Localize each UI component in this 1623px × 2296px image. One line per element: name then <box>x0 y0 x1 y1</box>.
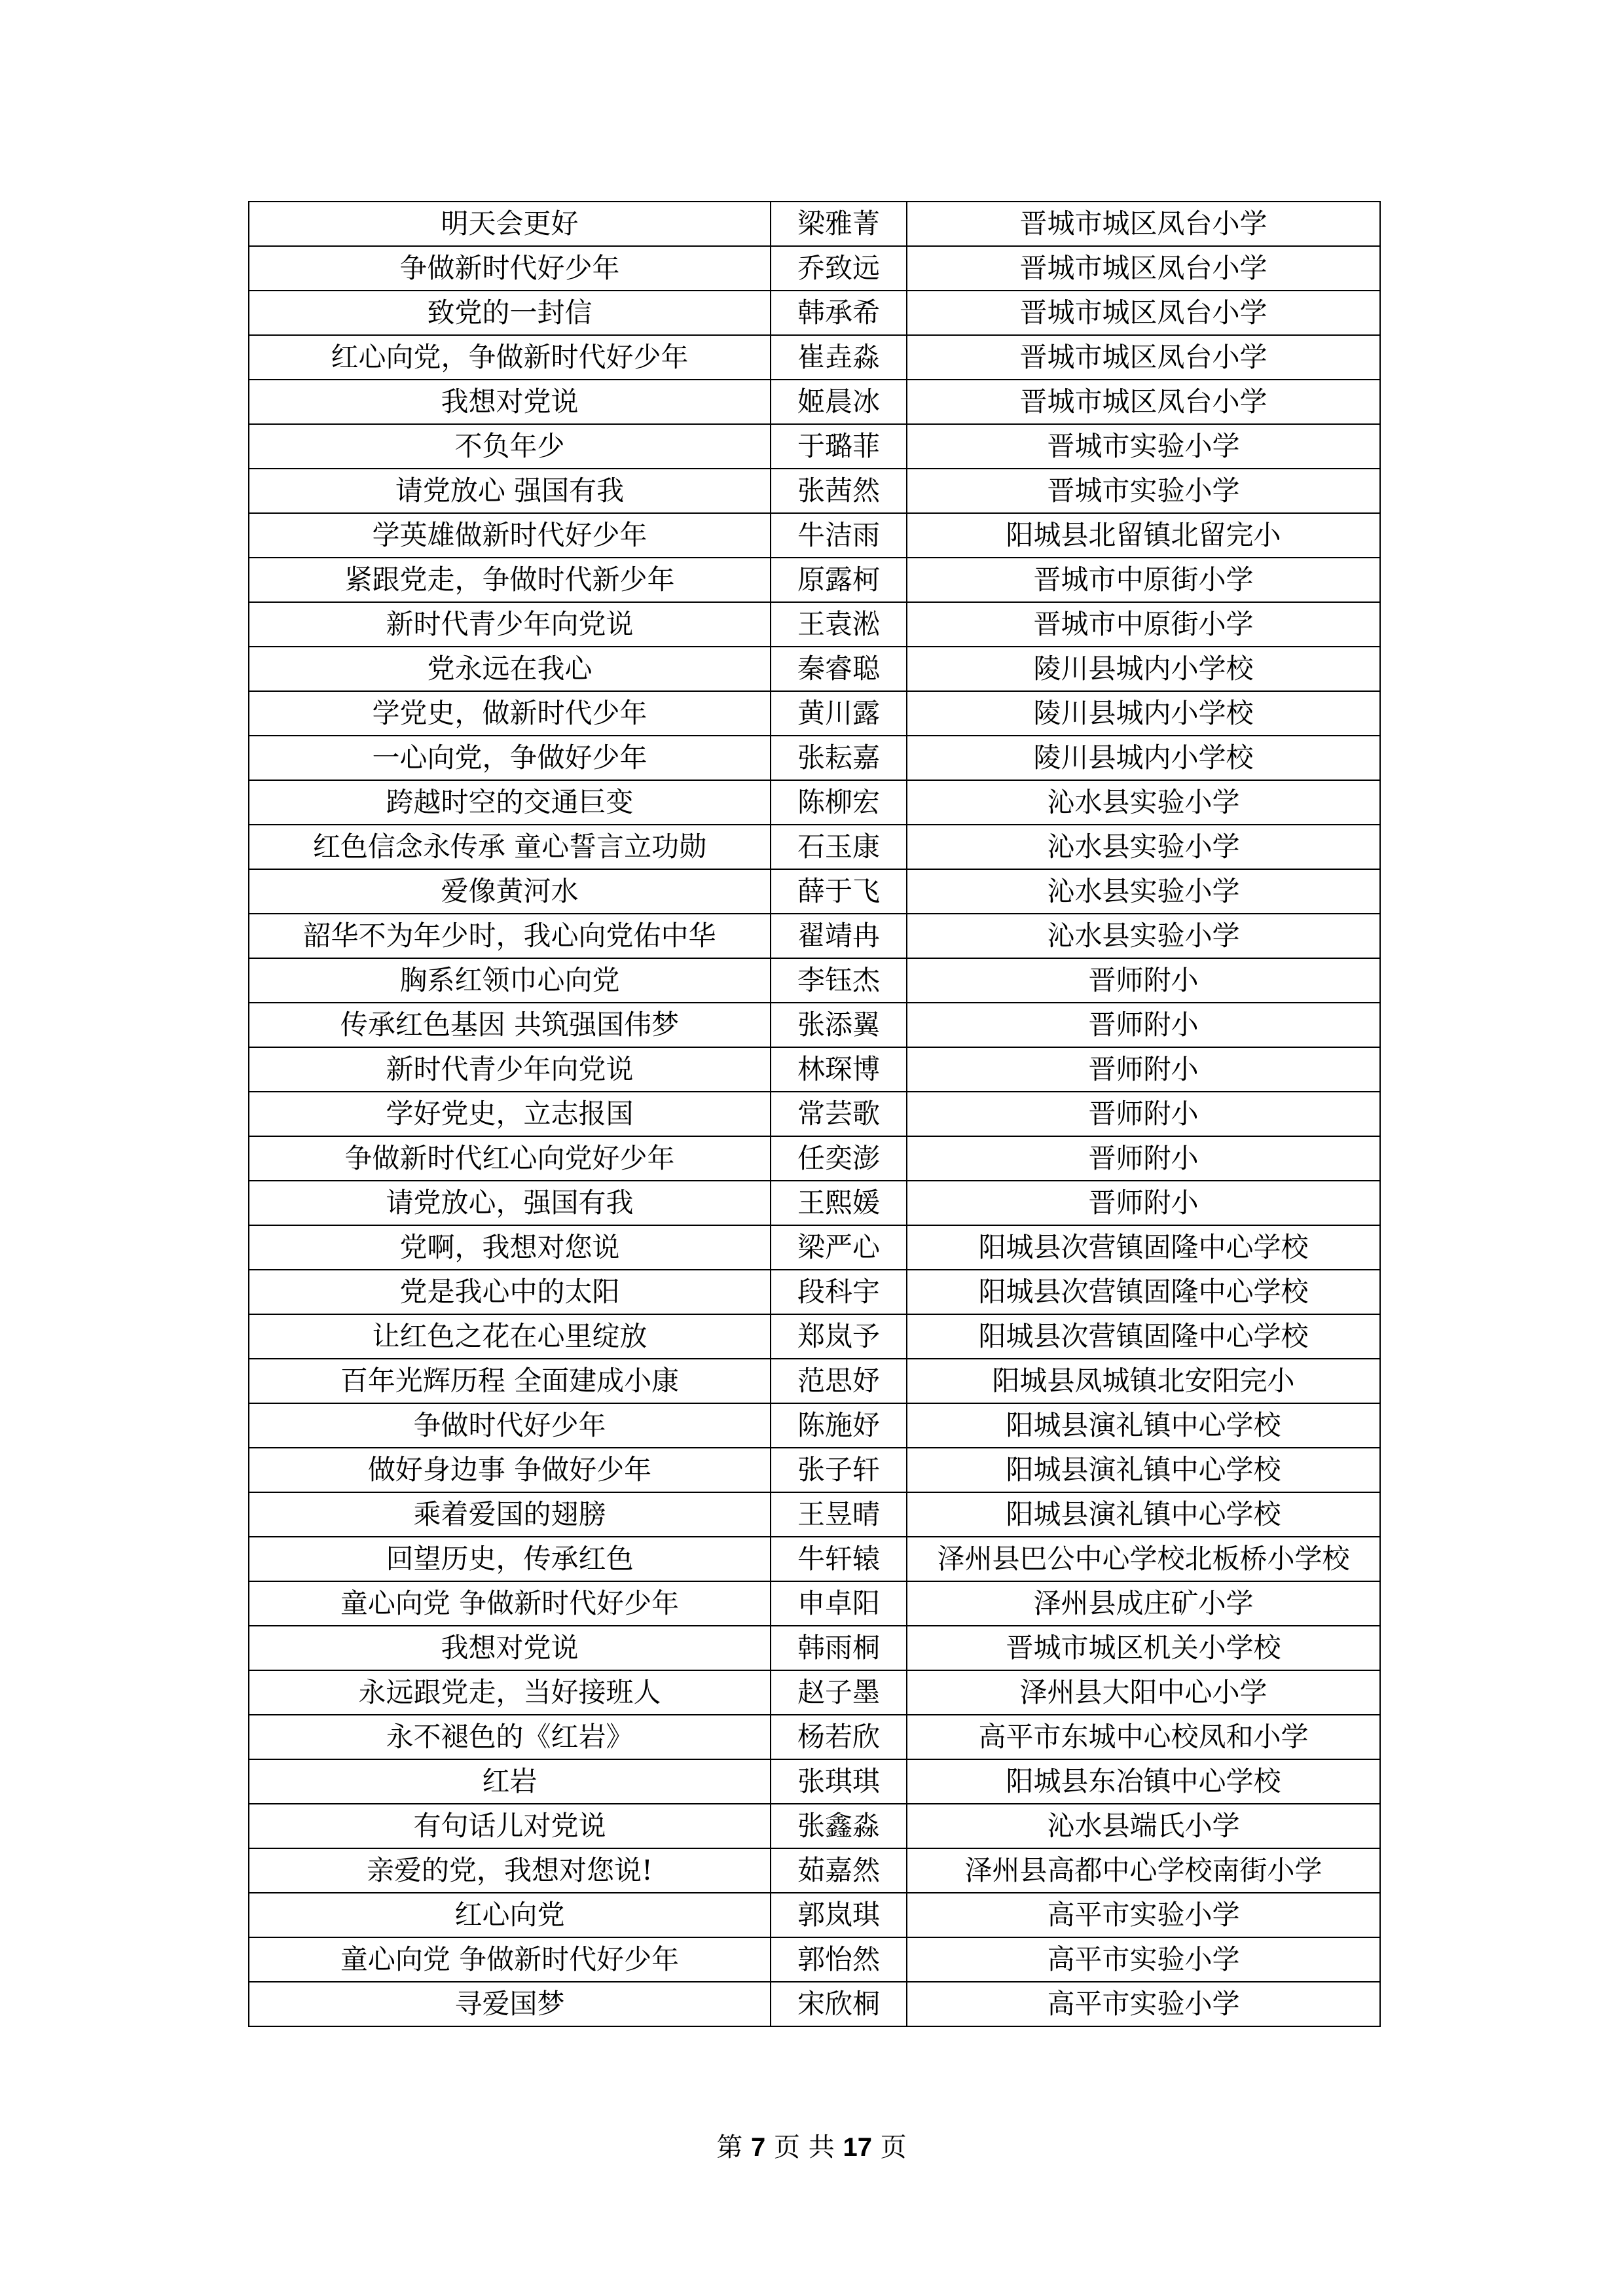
school-cell: 晋城市中原街小学 <box>907 558 1380 602</box>
school-cell: 晋城市实验小学 <box>907 424 1380 469</box>
footer-prefix: 第 <box>716 2132 743 2162</box>
table-row <box>249 1270 1380 1314</box>
work-title-cell: 新时代青少年向党说 <box>249 602 771 647</box>
school-cell: 阳城县北留镇北留完小 <box>907 513 1380 558</box>
table-row <box>249 1047 1380 1092</box>
school-cell: 陵川县城内小学校 <box>907 647 1380 691</box>
school-cell: 晋师附小 <box>907 1047 1380 1092</box>
table-row <box>249 469 1380 513</box>
work-title-cell: 党是我心中的太阳 <box>249 1270 771 1314</box>
author-cell: 茹嘉然 <box>771 1848 907 1893</box>
table-row <box>249 1937 1380 1982</box>
work-title-cell: 新时代青少年向党说 <box>249 1047 771 1092</box>
work-title-cell: 一心向党，争做好少年 <box>249 736 771 780</box>
school-cell: 阳城县演礼镇中心学校 <box>907 1403 1380 1448</box>
author-cell: 李钰杰 <box>771 958 907 1003</box>
work-title-cell: 爱像黄河水 <box>249 869 771 914</box>
footer-middle: 页 共 <box>774 2132 835 2162</box>
school-cell: 阳城县次营镇固隆中心学校 <box>907 1270 1380 1314</box>
table-row <box>249 869 1380 914</box>
author-cell: 林琛博 <box>771 1047 907 1092</box>
school-cell: 晋师附小 <box>907 1136 1380 1181</box>
work-title-cell: 请党放心 强国有我 <box>249 469 771 513</box>
work-title-cell: 争做新时代好少年 <box>249 246 771 291</box>
school-cell: 泽州县大阳中心小学 <box>907 1670 1380 1715</box>
work-title-cell: 红岩 <box>249 1759 771 1804</box>
author-cell: 姬晨冰 <box>771 380 907 424</box>
table-row <box>249 1314 1380 1359</box>
current-page-number: 7 <box>751 2133 766 2162</box>
school-cell: 高平市东城中心校凤和小学 <box>907 1715 1380 1759</box>
author-cell: 宋欣桐 <box>771 1982 907 2026</box>
table-row <box>249 1181 1380 1225</box>
school-cell: 陵川县城内小学校 <box>907 736 1380 780</box>
author-cell: 王袁淞 <box>771 602 907 647</box>
table-row <box>249 424 1380 469</box>
author-cell: 韩雨桐 <box>771 1626 907 1670</box>
school-cell: 沁水县实验小学 <box>907 780 1380 825</box>
author-cell: 郭怡然 <box>771 1937 907 1982</box>
school-cell: 高平市实验小学 <box>907 1893 1380 1937</box>
author-cell: 翟靖冉 <box>771 914 907 958</box>
table-row <box>249 1359 1380 1403</box>
school-cell: 晋城市中原街小学 <box>907 602 1380 647</box>
author-cell: 张子轩 <box>771 1448 907 1492</box>
work-title-cell: 争做新时代红心向党好少年 <box>249 1136 771 1181</box>
work-title-cell: 童心向党 争做新时代好少年 <box>249 1581 771 1626</box>
author-cell: 于璐菲 <box>771 424 907 469</box>
table-row <box>249 914 1380 958</box>
table-row <box>249 1804 1380 1848</box>
table-row <box>249 1848 1380 1893</box>
school-cell: 阳城县演礼镇中心学校 <box>907 1492 1380 1537</box>
work-title-cell: 寻爱国梦 <box>249 1982 771 2026</box>
author-cell: 申卓阳 <box>771 1581 907 1626</box>
school-cell: 晋城市城区机关小学校 <box>907 1626 1380 1670</box>
table-row <box>249 1136 1380 1181</box>
footer-suffix: 页 <box>880 2132 907 2162</box>
table-row <box>249 1581 1380 1626</box>
author-cell: 张耘嘉 <box>771 736 907 780</box>
table-row <box>249 1537 1380 1581</box>
work-title-cell: 我想对党说 <box>249 380 771 424</box>
table-row <box>249 202 1380 246</box>
award-list-table <box>248 201 1381 2027</box>
school-cell: 晋城市城区凤台小学 <box>907 380 1380 424</box>
total-page-count: 17 <box>843 2133 872 2162</box>
school-cell: 沁水县实验小学 <box>907 914 1380 958</box>
work-title-cell: 学党史，做新时代少年 <box>249 691 771 736</box>
table-row <box>249 335 1380 380</box>
table-row <box>249 825 1380 869</box>
work-title-cell: 百年光辉历程 全面建成小康 <box>249 1359 771 1403</box>
work-title-cell: 党永远在我心 <box>249 647 771 691</box>
school-cell: 阳城县凤城镇北安阳完小 <box>907 1359 1380 1403</box>
author-cell: 梁雅菁 <box>771 202 907 246</box>
work-title-cell: 红色信念永传承 童心誓言立功勋 <box>249 825 771 869</box>
table-row <box>249 1403 1380 1448</box>
school-cell: 晋城市实验小学 <box>907 469 1380 513</box>
school-cell: 泽州县高都中心学校南街小学 <box>907 1848 1380 1893</box>
table-row <box>249 380 1380 424</box>
school-cell: 阳城县次营镇固隆中心学校 <box>907 1225 1380 1270</box>
author-cell: 段科宇 <box>771 1270 907 1314</box>
school-cell: 晋师附小 <box>907 1181 1380 1225</box>
work-title-cell: 学英雄做新时代好少年 <box>249 513 771 558</box>
work-title-cell: 学好党史，立志报国 <box>249 1092 771 1136</box>
author-cell: 张琪琪 <box>771 1759 907 1804</box>
work-title-cell: 回望历史，传承红色 <box>249 1537 771 1581</box>
work-title-cell: 我想对党说 <box>249 1626 771 1670</box>
table-row <box>249 1759 1380 1804</box>
table-row <box>249 1670 1380 1715</box>
work-title-cell: 做好身边事 争做好少年 <box>249 1448 771 1492</box>
table-row <box>249 1893 1380 1937</box>
school-cell: 晋城市城区凤台小学 <box>907 335 1380 380</box>
author-cell: 乔致远 <box>771 246 907 291</box>
work-title-cell: 请党放心，强国有我 <box>249 1181 771 1225</box>
table-row <box>249 691 1380 736</box>
page-footer <box>0 2129 1623 2166</box>
work-title-cell: 永远跟党走，当好接班人 <box>249 1670 771 1715</box>
table-row <box>249 1982 1380 2026</box>
author-cell: 牛洁雨 <box>771 513 907 558</box>
work-title-cell: 红心向党 <box>249 1893 771 1937</box>
school-cell: 阳城县演礼镇中心学校 <box>907 1448 1380 1492</box>
work-title-cell: 争做时代好少年 <box>249 1403 771 1448</box>
work-title-cell: 党啊，我想对您说 <box>249 1225 771 1270</box>
author-cell: 原露柯 <box>771 558 907 602</box>
table-row <box>249 513 1380 558</box>
school-cell: 陵川县城内小学校 <box>907 691 1380 736</box>
author-cell: 韩承希 <box>771 291 907 335</box>
author-cell: 王熙媛 <box>771 1181 907 1225</box>
work-title-cell: 跨越时空的交通巨变 <box>249 780 771 825</box>
school-cell: 晋师附小 <box>907 1092 1380 1136</box>
author-cell: 常芸歌 <box>771 1092 907 1136</box>
table-row <box>249 1225 1380 1270</box>
table-row <box>249 558 1380 602</box>
work-title-cell: 乘着爱国的翅膀 <box>249 1492 771 1537</box>
work-title-cell: 有句话儿对党说 <box>249 1804 771 1848</box>
table-row <box>249 736 1380 780</box>
author-cell: 张添翼 <box>771 1003 907 1047</box>
table-row <box>249 1448 1380 1492</box>
table-row <box>249 1492 1380 1537</box>
table-row <box>249 1715 1380 1759</box>
author-cell: 崔垚淼 <box>771 335 907 380</box>
author-cell: 王昱晴 <box>771 1492 907 1537</box>
work-title-cell: 童心向党 争做新时代好少年 <box>249 1937 771 1982</box>
author-cell: 郭岚琪 <box>771 1893 907 1937</box>
school-cell: 高平市实验小学 <box>907 1982 1380 2026</box>
author-cell: 薛于飞 <box>771 869 907 914</box>
author-cell: 陈柳宏 <box>771 780 907 825</box>
school-cell: 晋师附小 <box>907 958 1380 1003</box>
author-cell: 张茜然 <box>771 469 907 513</box>
table-row <box>249 780 1380 825</box>
author-cell: 赵子墨 <box>771 1670 907 1715</box>
author-cell: 范思妤 <box>771 1359 907 1403</box>
school-cell: 晋城市城区凤台小学 <box>907 291 1380 335</box>
author-cell: 张鑫淼 <box>771 1804 907 1848</box>
work-title-cell: 不负年少 <box>249 424 771 469</box>
work-title-cell: 胸系红领巾心向党 <box>249 958 771 1003</box>
table-row <box>249 602 1380 647</box>
work-title-cell: 永不褪色的《红岩》 <box>249 1715 771 1759</box>
work-title-cell: 明天会更好 <box>249 202 771 246</box>
school-cell: 晋城市城区凤台小学 <box>907 202 1380 246</box>
award-list-body <box>249 202 1380 2026</box>
table-row <box>249 1626 1380 1670</box>
author-cell: 梁严心 <box>771 1225 907 1270</box>
school-cell: 沁水县实验小学 <box>907 825 1380 869</box>
author-cell: 石玉康 <box>771 825 907 869</box>
school-cell: 晋城市城区凤台小学 <box>907 246 1380 291</box>
author-cell: 秦睿聪 <box>771 647 907 691</box>
school-cell: 晋师附小 <box>907 1003 1380 1047</box>
table-row <box>249 1092 1380 1136</box>
table-row <box>249 291 1380 335</box>
author-cell: 任奕澎 <box>771 1136 907 1181</box>
work-title-cell: 韶华不为年少时，我心向党佑中华 <box>249 914 771 958</box>
school-cell: 阳城县东冶镇中心学校 <box>907 1759 1380 1804</box>
work-title-cell: 亲爱的党，我想对您说! <box>249 1848 771 1893</box>
table-row <box>249 958 1380 1003</box>
work-title-cell: 传承红色基因 共筑强国伟梦 <box>249 1003 771 1047</box>
school-cell: 阳城县次营镇固隆中心学校 <box>907 1314 1380 1359</box>
school-cell: 沁水县实验小学 <box>907 869 1380 914</box>
author-cell: 郑岚予 <box>771 1314 907 1359</box>
author-cell: 黄川露 <box>771 691 907 736</box>
school-cell: 沁水县端氏小学 <box>907 1804 1380 1848</box>
school-cell: 泽州县巴公中心学校北板桥小学校 <box>907 1537 1380 1581</box>
school-cell: 高平市实验小学 <box>907 1937 1380 1982</box>
work-title-cell: 红心向党，争做新时代好少年 <box>249 335 771 380</box>
work-title-cell: 致党的一封信 <box>249 291 771 335</box>
author-cell: 杨若欣 <box>771 1715 907 1759</box>
work-title-cell: 紧跟党走，争做时代新少年 <box>249 558 771 602</box>
school-cell: 泽州县成庄矿小学 <box>907 1581 1380 1626</box>
table-row <box>249 1003 1380 1047</box>
table-row <box>249 246 1380 291</box>
work-title-cell: 让红色之花在心里绽放 <box>249 1314 771 1359</box>
table-row <box>249 647 1380 691</box>
author-cell: 陈施妤 <box>771 1403 907 1448</box>
author-cell: 牛轩辕 <box>771 1537 907 1581</box>
